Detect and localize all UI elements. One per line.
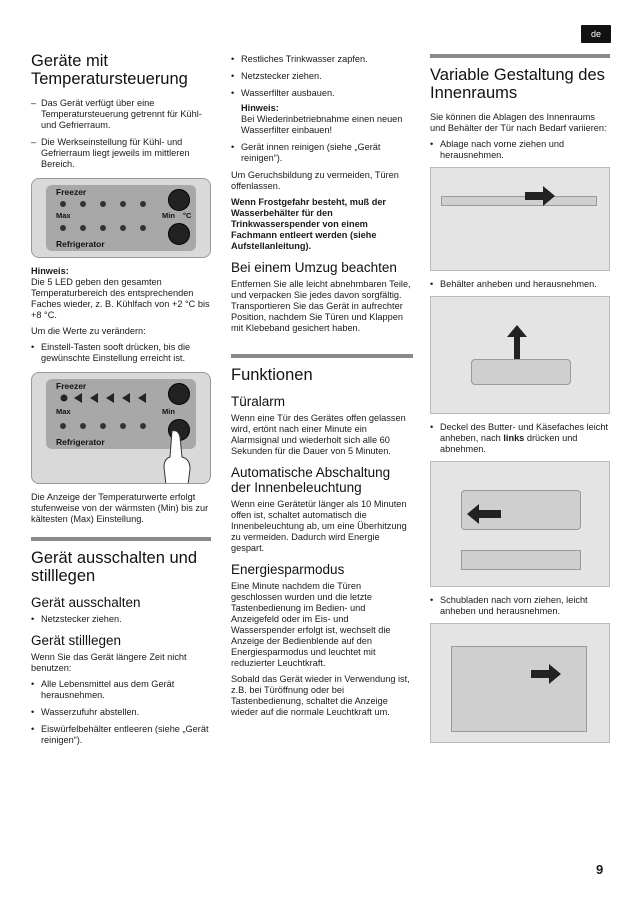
refrigerator-label: Refrigerator bbox=[56, 437, 105, 447]
arrow-icon bbox=[525, 186, 555, 206]
door-container bbox=[471, 359, 571, 385]
refrigerator-label: Refrigerator bbox=[56, 239, 105, 249]
frost-warning: Wenn Frostgefahr besteht, muß der Wasserbehälter für den Trinkwasserspender von einem Fachmann entleert werden (siehe Aufstellanleitung). bbox=[231, 197, 387, 251]
list-item: • Deckel des Butter- und Käsefaches leicht anheben, nach links drücken und abnehmen. bbox=[430, 422, 610, 455]
list-item: • Restliches Trinkwasser zapfen. bbox=[231, 54, 413, 65]
led bbox=[140, 201, 146, 207]
display-description: Die Anzeige der Temperaturwerte erfolgt stufenweise von der wärmsten (Min) bis zur kältesten (Max) Einstellung. bbox=[31, 492, 209, 524]
list-item: • Wasserzufuhr abstellen. bbox=[31, 707, 211, 718]
led bbox=[120, 423, 126, 429]
subtitle-idle: Gerät stilllegen bbox=[31, 633, 122, 648]
list-item: • Netzstecker ziehen. bbox=[31, 614, 211, 625]
subtitle-moving: Bei einem Umzug beachten bbox=[231, 260, 397, 275]
subtitle-energy-saving: Energiesparmodus bbox=[231, 562, 345, 577]
note-heading: Hinweis: bbox=[31, 266, 69, 276]
min-label: Min bbox=[162, 211, 175, 220]
drawer bbox=[451, 646, 587, 732]
subtitle-door-alarm: Türalarm bbox=[231, 394, 286, 409]
subtitle-switch-off: Gerät ausschalten bbox=[31, 595, 141, 610]
section-title-temperature-control: Geräte mit Temperatursteuerung bbox=[31, 52, 188, 88]
filter-note bbox=[231, 103, 413, 136]
led bbox=[80, 423, 86, 429]
arrow-up-icon bbox=[497, 325, 531, 359]
list-item: • Eiswürfelbehälter entleeren (siehe „Gerät reinigen“). bbox=[31, 724, 211, 746]
shelf bbox=[441, 196, 597, 206]
led bbox=[80, 225, 86, 231]
list-item: • Gerät innen reinigen (siehe „Gerät reinigen“). bbox=[231, 142, 413, 164]
arrow-left-icon bbox=[467, 504, 501, 524]
led bbox=[100, 225, 106, 231]
arrow-icon bbox=[531, 664, 561, 684]
moving-text: Entfernen Sie alle leicht abnehmbaren Teile, und verpacken Sie jedes davon sorgfältig. Transportieren Sie das Gerät in aufrechter Position, nachdem Sie Türen und Klappen mit Klebeband gesichert haben. bbox=[231, 279, 411, 333]
temperature-control-list bbox=[31, 98, 211, 170]
door-alarm-text: Wenn eine Tür des Gerätes offen gelassen wird, ertönt nach einer Minute ein Alarmsignal und wiederholt sich alle 60 Sekunden für die Dauer von 5 Minuten. bbox=[231, 413, 406, 456]
led bbox=[140, 225, 146, 231]
list-item: • Netzstecker ziehen. bbox=[231, 71, 413, 82]
freezer-label: Freezer bbox=[56, 187, 87, 197]
section-title-functions: Funktionen bbox=[231, 366, 313, 384]
freezer-setting-button[interactable] bbox=[168, 189, 190, 211]
interior-list-2 bbox=[430, 279, 610, 290]
freezer-label: Freezer bbox=[56, 381, 87, 391]
control-panel-figure-2 bbox=[31, 372, 211, 484]
freezer-setting-button[interactable] bbox=[168, 383, 190, 405]
interior-list-3 bbox=[430, 422, 610, 455]
control-panel-figure-1 bbox=[31, 178, 211, 258]
led bbox=[120, 225, 126, 231]
page-number: 9 bbox=[596, 862, 604, 877]
arrow-sequence-icon bbox=[56, 391, 176, 405]
butter-lid-photo bbox=[430, 461, 610, 587]
odor-text: Um Geruchsbildung zu vermeiden, Türen offenlassen. bbox=[231, 170, 399, 191]
control-panel bbox=[46, 185, 196, 251]
energy-saving-text-1: Eine Minute nachdem die Türen geschlossen wurden und die letzte Tastenbedienung im Bedien- und Anzeigefeld oder im Eis- und Wasserspender erfolgt ist, wechselt die Anzeige der Bedienblende auf den Energiesparmodus und leuchtet mit reduzierter Leuchtkraft. bbox=[231, 581, 391, 668]
led bbox=[140, 423, 146, 429]
interior-list-1 bbox=[430, 139, 610, 161]
filter-note-text: Bei Wiederinbetriebnahme einen neuen Wasserfilter einbauen! bbox=[241, 114, 403, 135]
subtitle-auto-light-off: Automatische Abschaltung der Innenbeleuchtung bbox=[231, 465, 391, 495]
celsius-label: °C bbox=[183, 211, 192, 220]
led bbox=[60, 201, 66, 207]
led bbox=[60, 423, 66, 429]
section-title-interior: Variable Gestaltung des Innenraums bbox=[430, 66, 605, 102]
drawer-removal-photo bbox=[430, 623, 610, 743]
max-label: Max bbox=[56, 407, 71, 416]
idle-intro: Wenn Sie das Gerät längere Zeit nicht benutzen: bbox=[31, 652, 187, 673]
list-item: • Alle Lebensmittel aus dem Gerät herausnehmen. bbox=[31, 679, 211, 701]
led bbox=[60, 225, 66, 231]
list-item: • Wasserfilter ausbauen. bbox=[231, 88, 413, 99]
led bbox=[100, 201, 106, 207]
led bbox=[120, 201, 126, 207]
column-3 bbox=[430, 48, 610, 751]
idle-continued-list bbox=[231, 54, 413, 99]
section-divider bbox=[430, 54, 610, 58]
interior-intro: Sie können die Ablagen des Innenraums und Behälter der Tür nach Bedarf variieren: bbox=[430, 112, 607, 133]
shelf-removal-photo bbox=[430, 167, 610, 271]
interior-list-4 bbox=[430, 595, 610, 617]
section-title-switch-off: Gerät ausschalten und stilllegen bbox=[31, 549, 198, 585]
pressing-finger-icon bbox=[160, 429, 194, 484]
list-item: – Die Werkseinstellung für Kühl- und Gefrierraum liegt jeweils im mittleren Bereich. bbox=[31, 137, 211, 170]
list-item: • Schubladen nach vorn ziehen, leicht anheben und herausnehmen. bbox=[430, 595, 610, 617]
list-item: • Einstell-Tasten sooft drücken, bis die gewünschte Einstellung erreicht ist. bbox=[31, 342, 211, 364]
list-item: • Behälter anheben und herausnehmen. bbox=[430, 279, 610, 290]
note-heading: Hinweis: bbox=[241, 103, 279, 113]
list-item: – Das Gerät verfügt über eine Temperatursteuerung getrennt für Kühl- und Gefrierraum. bbox=[31, 98, 211, 131]
column-1 bbox=[31, 48, 211, 752]
clean-list bbox=[231, 142, 413, 164]
max-label: Max bbox=[56, 211, 71, 220]
section-divider bbox=[31, 537, 211, 541]
energy-saving-text-2: Sobald das Gerät wieder in Verwendung ist, z.B. bei Türöffnung oder bei Tastenbedienung, schaltet die Anzeige wieder auf die normale Leuchtkraft um. bbox=[231, 674, 410, 717]
column-2 bbox=[231, 48, 413, 723]
led-note-text: Die 5 LED geben den gesamten Temperaturbereich des entsprechenden Faches wieder, z. B. Kühlfach von +2 °C bis +8 °C. bbox=[31, 277, 210, 320]
change-values-list bbox=[31, 342, 211, 364]
language-badge: de bbox=[581, 25, 611, 43]
auto-light-off-text: Wenn eine Gerätetür länger als 10 Minuten offen ist, schaltet automatisch die Innenbeleuchtung ab, um eine Überhitzung zu vermeiden. Dadurch wird Energie gespart. bbox=[231, 499, 407, 553]
change-values-intro: Um die Werte zu verändern: bbox=[31, 326, 146, 336]
refrigerator-setting-button[interactable] bbox=[168, 223, 190, 245]
idle-list bbox=[31, 679, 211, 746]
led bbox=[100, 423, 106, 429]
section-divider bbox=[231, 354, 413, 358]
min-label: Min bbox=[162, 407, 175, 416]
list-item: • Ablage nach vorne ziehen und herausnehmen. bbox=[430, 139, 610, 161]
switch-off-list bbox=[31, 614, 211, 625]
led bbox=[80, 201, 86, 207]
container-removal-photo bbox=[430, 296, 610, 414]
door-shelf bbox=[461, 550, 581, 570]
